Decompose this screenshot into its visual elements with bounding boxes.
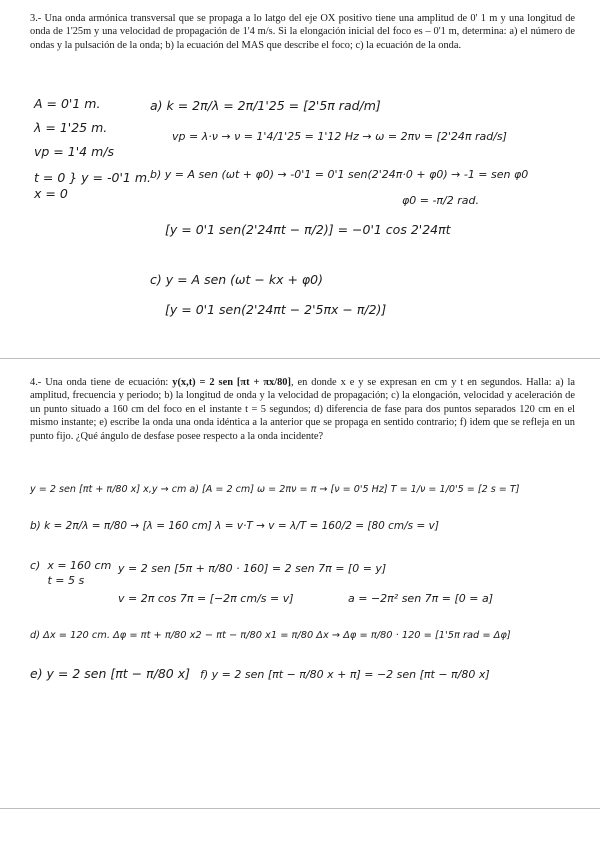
section-divider — [0, 358, 600, 359]
hand-3c-line-2: [y = 0'1 sen(2'24πt − 2'5πx − π/2)] — [165, 302, 387, 317]
problem-3-statement: 3.- Una onda armónica transversal que se propaga a lo latgo del eje OX positivo tiene una amplitud de 0' 1 m y una longitud de onda de 1'25m y una velocidad de propagación de 1'4 m/s. Si la elongación inicial del foco es – 0'1 m, determina: a) el número de ondas y la pulsación de la onda; b) la ecuación del MAS que describe el foco; c) la ecuación de la onda. — [30, 13, 575, 51]
hand-3b-line-2: φ0 = -π/2 rad. — [402, 194, 479, 207]
problem-4-statement — [30, 376, 575, 443]
hand-4f-line: f) y = 2 sen [πt − π/80 x + π] = −2 sen [πt − π/80 x] — [200, 668, 490, 681]
hand-4a-line: y = 2 sen [πt + π/80 x] x,y → cm a) [A = 2 cm] ω = 2πν = π → [ν = 0'5 Hz] T = 1/ν = 1/0'5 = [2 s = T] — [30, 484, 520, 495]
hand-4b-line: b) k = 2π/λ = π/80 → [λ = 160 cm] λ = v·T → v = λ/T = 160/2 = [80 cm/s = v] — [30, 520, 439, 532]
hand-3c-line-1: c) y = A sen (ωt − kx + φ0) — [150, 272, 323, 287]
hand-4e-line: e) y = 2 sen [πt − π/80 x] — [30, 666, 190, 681]
hand-4c-data: c) x = 160 cm t = 5 s — [30, 559, 112, 587]
problem-4-equation: y(x,t) = 2 sen [πt + πx/80] — [172, 377, 291, 388]
hand-4c-line-3: a = −2π² sen 7π = [0 = a] — [348, 592, 494, 605]
problem-4-intro: Una onda tiene de ecuación: — [45, 377, 169, 388]
hand-4c-line-1: y = 2 sen [5π + π/80 · 160] = 2 sen 7π = [0 = y] — [118, 562, 387, 575]
hand-3b-line-3: [y = 0'1 sen(2'24πt − π/2)] = −0'1 cos 2'24πt — [165, 222, 451, 237]
hand-data-amplitude: A = 0'1 m. — [34, 96, 101, 111]
hand-data-initial-x: x = 0 — [34, 186, 68, 201]
hand-4c-line-2: v = 2π cos 7π = [−2π cm/s = v] — [118, 592, 294, 605]
hand-4d-line: d) Δx = 120 cm. Δφ = πt + π/80 x2 − πt − π/80 x1 = π/80 Δx → Δφ = π/80 · 120 = [1'5π rad = Δφ] — [30, 630, 511, 641]
hand-data-velocity: vp = 1'4 m/s — [34, 144, 114, 159]
problem-4-rest: , en donde x e y se expresan en cm y t en segundos. Halla: a) la amplitud, frecuencia y periodo; b) la longitud de onda y la velocidad de propagación; c) la elongación, velocidad y aceleración de un punto situado a 160 cm del foco en el instante t = 5 segundos; d) diferencia de fase para dos puntos separados 120 cm en el mismo instante; e) escribe la onda una onda idéntica a la anterior que se propaga en sentido contrario; f) idem que se refleja en un punto fijo. ¿Qué ángulo de desfase posee respecto a la onda incidente? — [30, 377, 575, 442]
hand-3b-line-1: b) y = A sen (ωt + φ0) → -0'1 = 0'1 sen(2'24π·0 + φ0) → -1 = sen φ0 — [150, 168, 529, 181]
hand-3a-line-1: a) k = 2π/λ = 2π/1'25 = [2'5π rad/m] — [150, 98, 381, 113]
hand-data-wavelength: λ = 1'25 m. — [34, 120, 108, 135]
bottom-divider — [0, 808, 600, 809]
problem-4-number: 4.- — [30, 377, 42, 388]
hand-3a-line-2: vp = λ·ν → ν = 1'4/1'25 = 1'12 Hz → ω = 2πν = [2'24π rad/s] — [172, 130, 507, 143]
hand-data-initial-t: t = 0 } y = -0'1 m. — [34, 170, 151, 185]
